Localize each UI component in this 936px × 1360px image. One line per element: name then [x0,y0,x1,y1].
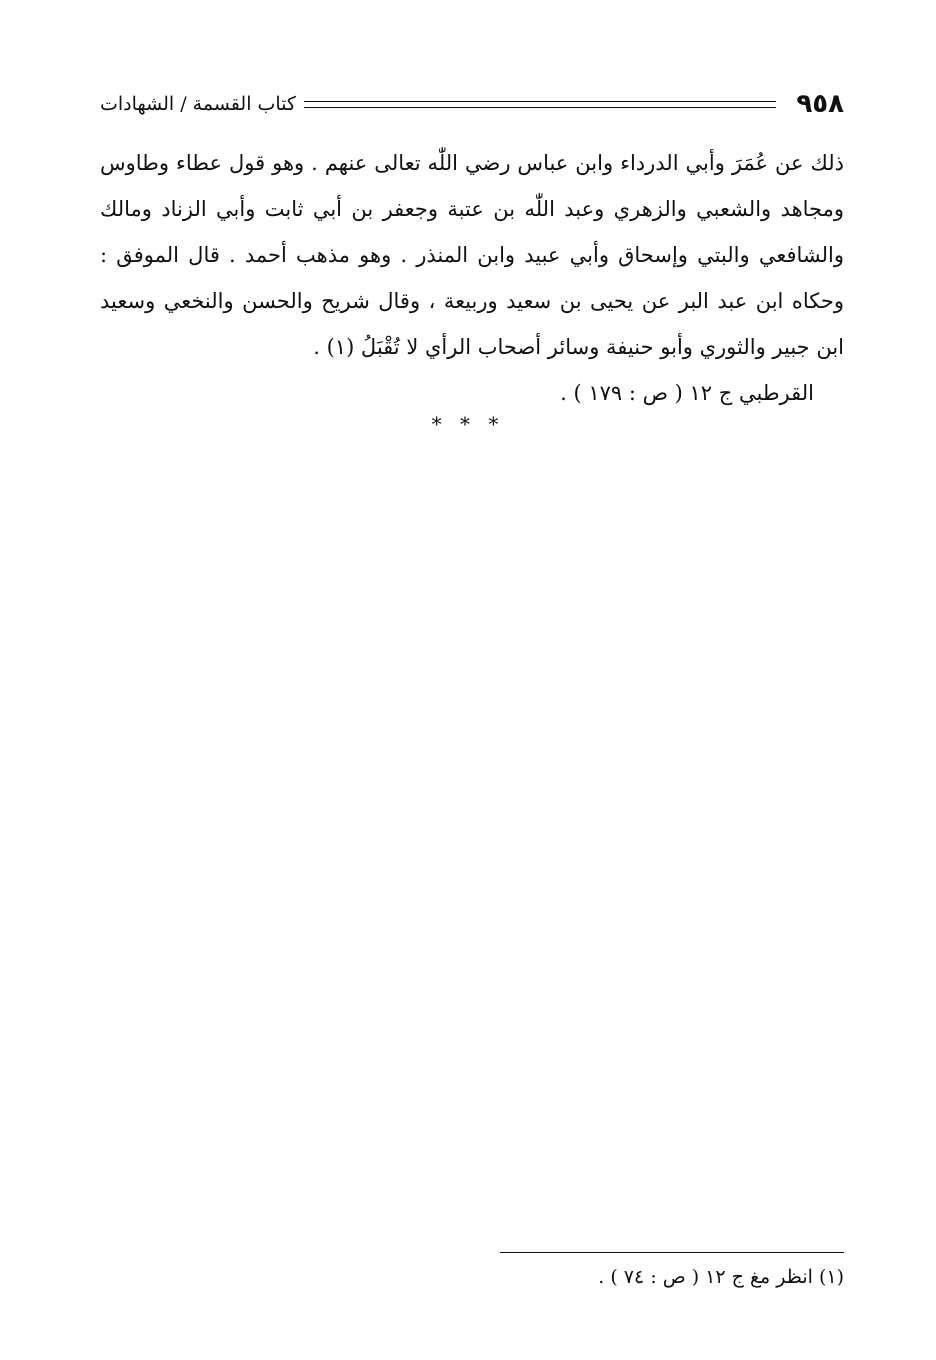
section-separator: * * * [431,412,505,436]
text-line: ذلك عن عُمَرَ وأبي الدرداء وابن عباس رضي اللّٰه تعالى عنهم . وهو قول عطاء وطاوس [100,151,844,175]
text-line: ومجاهد والشعبي والزهري وعبد اللّٰه بن عتبة وجعفر بن أبي ثابت وأبي الزناد ومالك [100,197,844,221]
main-text [100,140,844,416]
footnote: (١) انظر مغ ج ١٢ ( ص : ٧٤ ) . [598,1266,844,1288]
header-rule [304,101,776,108]
text-line: ابن جبير والثوري وأبو حنيفة وسائر أصحاب الرأي لا تُقْبَلُ (١) . [313,335,844,359]
source-citation: القرطبي ج ١٢ ( ص : ١٧٩ ) . [560,381,814,405]
page-number: ٩٥٨ [796,89,844,119]
running-header [100,84,844,124]
footnote-rule [500,1252,844,1253]
text-line: وحكاه ابن عبد البر عن يحيى بن سعيد وربيعة ، وقال شريح والحسن والنخعي وسعيد [100,289,844,313]
text-line: والشافعي والبتي وإسحاق وأبي عبيد وابن المنذر . وهو مذهب أحمد . قال الموفق : [100,243,844,267]
chapter-title: كتاب القسمة / الشهادات [100,93,296,115]
